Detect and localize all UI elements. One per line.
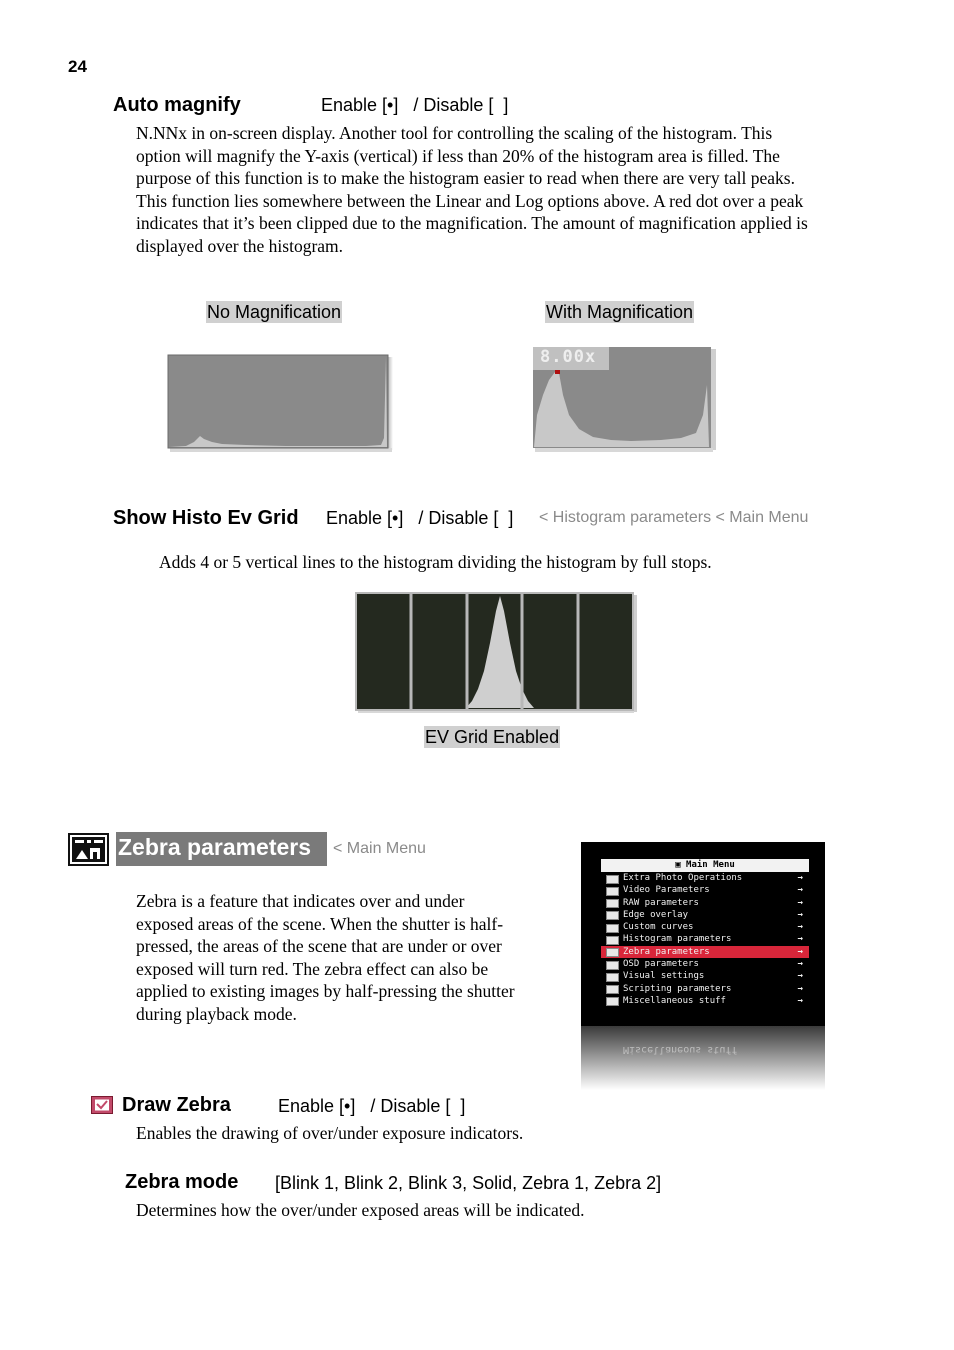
ev-grid-title: Show Histo Ev Grid xyxy=(113,507,299,529)
menu-item-icon xyxy=(606,875,619,884)
auto-magnify-options: Enable [•] / Disable [ ] xyxy=(321,95,509,115)
menu-item-icon xyxy=(606,911,619,920)
caption-ev-grid-enabled: EV Grid Enabled xyxy=(425,727,560,747)
menu-item[interactable]: Edge overlay → xyxy=(601,909,809,921)
zebra-breadcrumb: < Main Menu xyxy=(333,840,426,857)
menu-title: Main Menu xyxy=(686,860,735,870)
arrow-icon: → xyxy=(797,983,803,994)
draw-zebra-description: Enables the drawing of over/under exposure indicators. xyxy=(136,1123,524,1143)
histogram-no-magnification xyxy=(166,353,394,453)
description-line: indicates that it’s been clipped due to the magnification. The amount of magnification applied is xyxy=(136,213,808,234)
description-line: exposed will turn red. The zebra effect can also be xyxy=(136,958,489,979)
description-line: purpose of this function is to make the histogram easier to read when there are very tall peaks. xyxy=(136,168,795,189)
draw-zebra-title: Draw Zebra xyxy=(122,1094,231,1116)
caption-no-magnification: No Magnification xyxy=(207,302,342,322)
zebra-description xyxy=(136,890,566,1026)
description-line: option will magnify the Y-axis (vertical) if less than 20% of the histogram area is filled. The xyxy=(136,145,780,166)
arrow-icon: → xyxy=(797,897,803,908)
draw-zebra-icon xyxy=(91,1096,113,1114)
description-line: pressed, the areas of the scene that are under or over xyxy=(136,936,502,957)
menu-item-icon xyxy=(606,924,619,933)
menu-item[interactable]: Video Parameters → xyxy=(601,884,809,896)
zebra-section-title: Zebra parameters xyxy=(118,834,312,860)
arrow-icon: → xyxy=(797,959,803,970)
menu-item-icon xyxy=(606,961,619,970)
menu-item-icon xyxy=(606,997,619,1006)
menu-item-icon xyxy=(606,899,619,908)
menu-item[interactable]: Scripting parameters → xyxy=(601,983,809,995)
arrow-icon: → xyxy=(797,946,803,957)
auto-magnify-title: Auto magnify xyxy=(113,94,241,116)
zebra-mode-description: Determines how the over/under exposed areas will be indicated. xyxy=(136,1200,585,1220)
description-line: during playback mode. xyxy=(136,1003,297,1024)
zebra-section-icon xyxy=(68,833,109,866)
zebra-mode-title: Zebra mode xyxy=(125,1171,239,1193)
shadow xyxy=(170,448,392,452)
menu-item[interactable]: Histogram parameters → xyxy=(601,933,809,945)
menu-item[interactable]: OSD parameters → xyxy=(601,958,809,970)
arrow-icon: → xyxy=(797,971,803,982)
menu-title-bar xyxy=(601,859,809,872)
ev-grid-description: Adds 4 or 5 vertical lines to the histogram dividing the histogram by full stops. xyxy=(159,552,712,572)
menu-item-selected[interactable]: Zebra parameters → xyxy=(601,946,809,958)
reflection-text: Miscellaneous stuff xyxy=(623,1044,738,1055)
menu-item[interactable]: Visual settings → xyxy=(601,970,809,982)
caption-with-magnification: With Magnification xyxy=(546,302,694,322)
description-line: applied to existing images by half-pressing the shutter xyxy=(136,981,515,1002)
arrow-icon: → xyxy=(797,995,803,1006)
menu-item-icon xyxy=(606,948,619,957)
menu-title-icon: ▣ xyxy=(675,860,687,870)
menu-item[interactable]: RAW parameters → xyxy=(601,897,809,909)
menu-reflection xyxy=(581,1026,825,1090)
clip-indicator-dot xyxy=(555,370,560,374)
ev-grid-options: Enable [•] / Disable [ ] xyxy=(326,508,514,528)
ev-grid-breadcrumb: < Histogram parameters < Main Menu xyxy=(539,509,809,526)
menu-item[interactable]: Miscellaneous stuff → xyxy=(601,995,809,1007)
description-line: displayed over the histogram. xyxy=(136,235,344,256)
histogram-background xyxy=(168,355,388,448)
magnification-readout: 8.00x xyxy=(540,347,597,367)
arrow-icon: → xyxy=(797,909,803,920)
main-menu-screenshot xyxy=(581,842,825,1026)
menu-item-icon xyxy=(606,973,619,982)
description-line: Zebra is a feature that indicates over and under xyxy=(136,891,465,911)
menu-item[interactable]: Custom curves → xyxy=(601,921,809,933)
ev-grid-histogram xyxy=(354,591,638,715)
shadow xyxy=(535,448,713,452)
arrow-icon: → xyxy=(797,873,803,883)
zebra-mode-options: [Blink 1, Blink 2, Blink 3, Solid, Zebra 1, Zebra 2] xyxy=(275,1173,662,1193)
draw-zebra-options: Enable [•] / Disable [ ] xyxy=(278,1096,466,1116)
arrow-icon: → xyxy=(797,922,803,933)
description-line: This function lies somewhere between the Linear and Log options above. A red dot over a peak xyxy=(136,190,804,211)
menu-item-icon xyxy=(606,887,619,896)
menu-item-icon xyxy=(606,985,619,994)
shadow xyxy=(388,357,393,450)
auto-magnify-description xyxy=(136,122,896,258)
shadow xyxy=(711,349,716,450)
description-line: N.NNx in on-screen display. Another tool for controlling the scaling of the histogram. This xyxy=(136,123,773,143)
description-line: exposed areas of the scene. When the shutter is half- xyxy=(136,913,504,934)
arrow-icon: → xyxy=(797,885,803,896)
page-number: 24 xyxy=(68,57,87,76)
menu-item[interactable]: Extra Photo Operations → xyxy=(601,872,809,884)
menu-item-icon xyxy=(606,936,619,945)
arrow-icon: → xyxy=(797,934,803,945)
menu-list xyxy=(601,872,809,1007)
